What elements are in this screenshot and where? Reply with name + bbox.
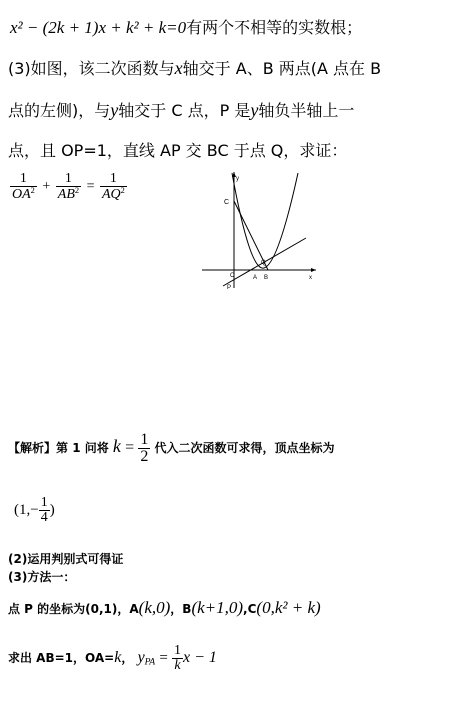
label-x: x [309,275,312,281]
y-symbol: y [110,100,119,120]
problem-line-2 [8,56,381,79]
quadratic-equation: x² − (2k + 1)x + k² + k=0 [10,18,187,37]
label-b: B [264,275,269,281]
solution-line-1: 【解析】第 1 问将 k = $\frac{1}{2}$ 代入二次函数可求得，顶点坐标为 [8,431,335,465]
line1-text: 有两个不相等的实数根； [186,18,363,37]
label-a: A [253,275,258,281]
line3-text-c: 轴负半轴上一 [258,101,355,120]
point-coordinates-line: 点 P 的坐标为(0,1)，A(k,0)，B(k+1,0),C(0,k² + k) [8,598,321,617]
line3-text-b: 轴交于 C 点，P 是 [118,101,251,120]
label-p: P [227,285,232,291]
parabola [232,173,298,268]
vertex-coordinate: (1,− $\frac{1}{4}$ ) [14,495,55,525]
label-y: y [236,176,239,182]
label-c: C [224,199,230,206]
line2-text-b: 轴交于 A、B 两点(A 点在 B [182,59,382,78]
proof-formula: $\frac{1}{OA^2}$ + $\frac{1}{AB^2}$ = $\frac{1}{AQ^2}$ [12,171,125,203]
problem-line-4: 点，且 OP=1，直线 AP 交 BC 于点 Q，求证： [8,141,348,160]
analysis-tag: 【解析】 [8,441,57,455]
function-graph [198,168,323,293]
y-symbol-2: y [250,100,259,120]
solution-last-line: 求出 AB=1，OA=k， $y_{PA}$ = $\frac{1}{k}$ x − 1 [8,643,217,673]
line2-text-a: (3)如图，该二次函数与 [8,59,175,78]
problem-line-1 [10,15,362,38]
solution-line-3: (3)方法一： [8,570,76,584]
x-axis-arrow [311,268,316,272]
solution-line-2: (2)运用判别式可得证 [8,552,124,566]
line3-text-a: 点的左侧)，与 [8,101,111,120]
x-symbol: x [174,58,183,78]
label-q: Q [261,260,266,266]
label-o: O [230,273,235,279]
problem-line-3 [8,98,354,121]
